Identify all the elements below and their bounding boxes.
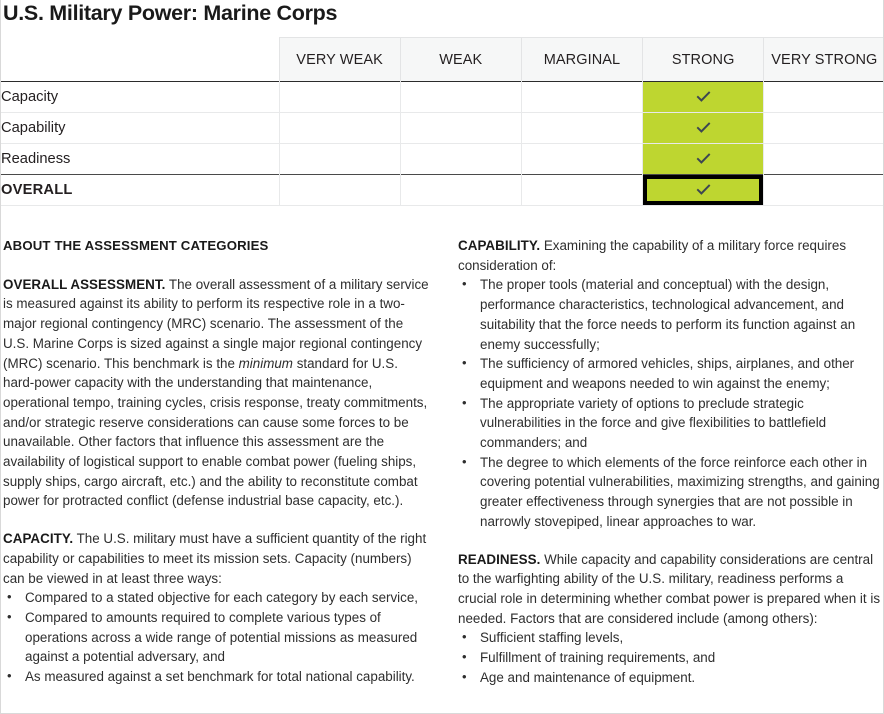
check-icon	[695, 90, 712, 104]
row-label-overall: OVERALL	[1, 175, 279, 206]
scorecard-header	[1, 38, 884, 82]
capability-text: Examining the capability of a military force requires consideration of:	[458, 238, 847, 273]
rating-cell-readiness-marginal[interactable]	[521, 144, 642, 175]
list-item: • Sufficient staffing levels,	[458, 628, 884, 648]
rating-cell-capability-strong[interactable]	[643, 113, 764, 144]
readiness-paragraph	[458, 550, 884, 629]
list-item: • The degree to which elements of the force reinforce each other in covering potential vulnerabilities, maximizing strengths, and gaining greater effectiveness through synergies that are not possible in narrowly stovepiped, linear approaches to war.	[458, 453, 884, 532]
row-label-capacity: Capacity	[1, 82, 279, 113]
readiness-lead: READINESS.	[458, 551, 541, 567]
scorecard-header-row	[1, 38, 884, 82]
overall-assessment-italic: minimum	[238, 355, 293, 371]
readiness-bullet-list	[458, 628, 884, 687]
column-header-strong: STRONG	[643, 38, 764, 82]
column-header-weak: WEAK	[400, 38, 521, 82]
rating-cell-readiness-weak[interactable]	[400, 144, 521, 175]
capacity-bullet-list	[3, 588, 429, 687]
rating-cell-capacity-weak[interactable]	[400, 82, 521, 113]
rating-cell-overall-marginal[interactable]	[521, 175, 642, 206]
check-icon	[695, 152, 712, 166]
column-header-very-strong: VERY STRONG	[764, 38, 884, 82]
rating-cell-capacity-strong[interactable]	[643, 82, 764, 113]
list-item: • As measured against a set benchmark for total national capability.	[3, 667, 429, 687]
list-item: • Compared to a stated objective for each category by each service,	[3, 588, 429, 608]
list-item: • The proper tools (material and conceptual) with the design, performance characteristics, technological advancement, and suitability that the force needs to perform its function against an enemy successfully;	[458, 275, 884, 354]
capacity-paragraph	[3, 529, 429, 588]
overall-assessment-text-2: standard for U.S. hard-power capacity with the understanding that maintenance, operational tempo, training cycles, crisis response, treaty commitments, and/or strategic reserve considerations can cause some forces to be unavailable. Other factors that influence this assessment are the availability of logistical support to enable combat power (fueling ships, supply ships, cargo aircraft, etc.) and the ability to reconstitute combat power for protracted conflict (defense industrial base capacity, etc.).	[3, 355, 428, 509]
rating-cell-overall-very-weak[interactable]	[279, 175, 400, 206]
rating-cell-capacity-very-strong[interactable]	[764, 82, 884, 113]
rating-cell-overall-weak[interactable]	[400, 175, 521, 206]
list-item: • Age and maintenance of equipment.	[458, 668, 884, 688]
rating-cell-capacity-very-weak[interactable]	[279, 82, 400, 113]
rating-cell-capability-very-weak[interactable]	[279, 113, 400, 144]
table-row	[1, 175, 884, 206]
column-header-very-weak: VERY WEAK	[279, 38, 400, 82]
rating-cell-capacity-marginal[interactable]	[521, 82, 642, 113]
capability-bullet-list	[458, 275, 884, 531]
list-item: • Compared to amounts required to complete various types of operations across a wide range of potential missions as measured against a potential adversary, and	[3, 608, 429, 667]
check-icon	[695, 121, 712, 135]
rating-cell-capability-very-strong[interactable]	[764, 113, 884, 144]
about-heading: ABOUT THE ASSESSMENT CATEGORIES	[3, 238, 269, 253]
capacity-text: The U.S. military must have a sufficient quantity of the right capability or capabilities to meet its mission sets. Capacity (numbers) can be viewed in at least three ways:	[3, 531, 427, 586]
page-title: U.S. Military Power: Marine Corps	[3, 1, 338, 25]
overall-assessment-paragraph	[3, 275, 429, 511]
about-left-column	[3, 236, 429, 687]
readiness-text: While capacity and capability considerations are central to the warfighting ability of the U.S. military, readiness performs a crucial role in determining whether combat power is prepared when it is needed. Factors that are considered include (among others):	[458, 551, 881, 626]
about-right-column	[458, 236, 884, 687]
assessment-scorecard-table	[1, 37, 884, 206]
list-item: • The appropriate variety of options to preclude strategic vulnerabilities in the force and give flexibilities to battlefield commanders; and	[458, 394, 884, 453]
overall-assessment-lead: OVERALL ASSESSMENT.	[3, 276, 166, 292]
rating-cell-readiness-very-weak[interactable]	[279, 144, 400, 175]
scorecard-corner-cell	[1, 38, 279, 82]
capability-paragraph	[458, 236, 884, 275]
check-icon	[695, 183, 712, 197]
rating-cell-capability-weak[interactable]	[400, 113, 521, 144]
scorecard-body	[1, 82, 884, 206]
table-row	[1, 113, 884, 144]
capacity-lead: CAPACITY.	[3, 531, 74, 547]
table-row	[1, 144, 884, 175]
column-header-marginal: MARGINAL	[521, 38, 642, 82]
row-label-readiness: Readiness	[1, 144, 279, 175]
rating-cell-overall-strong[interactable]	[643, 175, 764, 206]
rating-cell-capability-marginal[interactable]	[521, 113, 642, 144]
row-label-capability: Capability	[1, 113, 279, 144]
rating-cell-overall-very-strong[interactable]	[764, 175, 884, 206]
overall-assessment-text-1: The overall assessment of a military service is measured against its ability to perform its respective role in a two-major regional contingency (MRC) scenario. The assessment of the U.S. Marine Corps is sized against a single major regional contingency (MRC) scenario. This benchmark is the	[3, 276, 429, 371]
list-item: • Fulfillment of training requirements, and	[458, 648, 884, 668]
rating-cell-readiness-strong[interactable]	[643, 144, 764, 175]
table-row	[1, 82, 884, 113]
rating-cell-readiness-very-strong[interactable]	[764, 144, 884, 175]
list-item: • The sufficiency of armored vehicles, ships, airplanes, and other equipment and weapons needed to win against the enemy;	[458, 354, 884, 393]
capability-lead: CAPABILITY.	[458, 238, 541, 253]
